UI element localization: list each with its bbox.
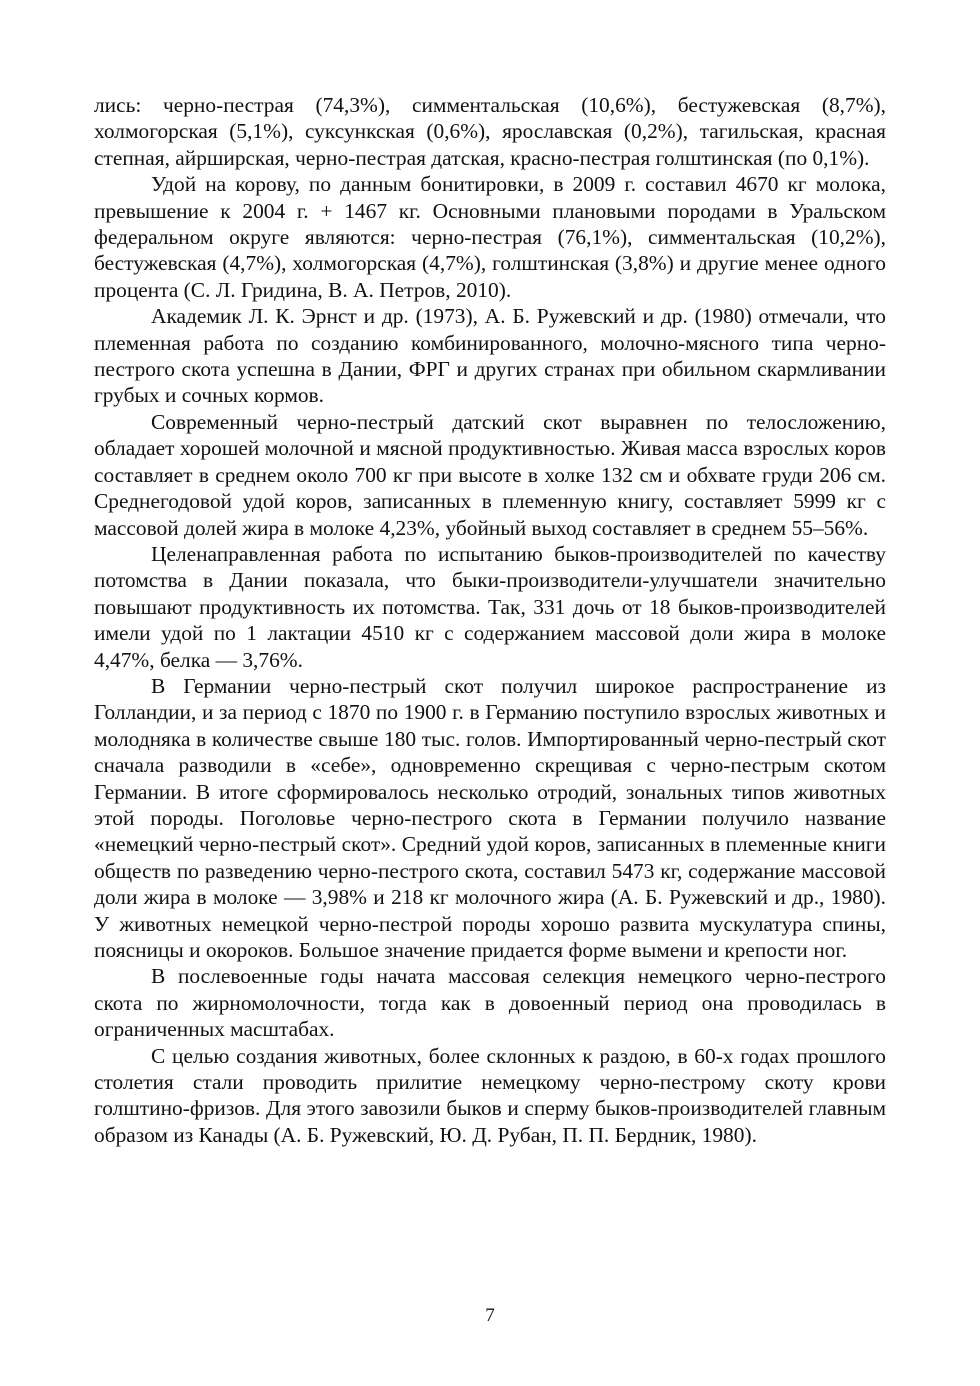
paragraph-holstein-blood: С целью создания животных, более склонных к раздою, в 60-х годах прошлого столетия стали проводить прилитие немецкому черно-пестрому скоту крови голштино-фризов. Для этого завозили быков и сперму быков-производителей главным образом из Канады (А. Б. Ружевский, Ю. Д. Рубан, П. П. Бердник, 1980). [94,1043,886,1147]
paragraph-milk-yield-ural: Удой на корову, по данным бонитировки, в 2009 г. составил 4670 кг молока, превышение к 2004 г. + 1467 кг. Основными плановыми породами в Уральском федеральном округе являются: черно-пестрая (76,1%), симментальская (10,2%), бестужевская (4,7%), холмогорская (4,7%), голштинская (3,8%) и другие менее одного процента (С. Л. Гридина, В. А. Петров, 2010). [94,172,886,302]
paragraph-continuation: лись: черно-пестрая (74,3%), симментальская (10,6%), бестужевская (8,7%), холмогорская (5,1%), суксункская (0,6%), ярославская (0,2%), тагильская, красная степная, айрширская, черно-пестрая датская, красно-пестрая голштинская (по 0,1%). [94,93,886,170]
paragraph-german-cattle: В Германии черно-пестрый скот получил широкое распространение из Голландии, и за период с 1870 по 1900 г. в Германию поступило взрослых животных и молодняка в количестве свыше 180 тыс. голов. Импортированный черно-пестрый скот сначала разводили в «себе», одновременно скрещивая с черно-пестрым скотом Германии. В итоге сформировалось несколько отродий, зональных типов животных этой породы. Поголовье черно-пестрого скота в Германии получило название «немецкий черно-пестрый скот». Средний удой коров, записанных в племенные книги обществ по разведению черно-пестрого скота, составил 5473 кг, содержание массовой доли жира в молоке — 3,98% и 218 кг молочного жира (А. Б. Ружевский и др., 1980). У животных немецкой черно-пестрой породы хорошо развита мускулатура спины, поясницы и окороков. Большое значение придается форме вымени и крепости ног. [94,673,886,962]
paragraph-bull-testing: Целенаправленная работа по испытанию быков-производителей по качеству потомства в Дании показала, что быки-производители-улучшатели значительно повышают продуктивность их потомства. Так, 331 дочь от 18 быков-производителей имели удой по 1 лактации 4510 кг с содержанием массовой доли жира в молоке 4,47%, белка — 3,76%. [94,541,886,672]
document-page [94,92,886,1148]
page-number: 7 [485,1305,495,1326]
paragraph-breeding-work: Академик Л. К. Эрнст и др. (1973), А. Б. Ружевский и др. (1980) отмечали, что племенная работа по созданию комбинированного, молочно-мясного типа черно-пестрого скота успешна в Дании, ФРГ и других странах при обильном скармливании грубых и сочных кормов. [94,304,886,408]
paragraph-danish-cattle: Современный черно-пестрый датский скот выравнен по телосложению, обладает хорошей молочной и мясной продуктивностью. Живая масса взрослых коров составляет в среднем около 700 кг при высоте в холке 132 см и обхвате груди 206 см. Среднегодовой удой коров, записанных в племенную книгу, составляет 5999 кг с массовой долей жира в молоке 4,23%, убойный выход составляет в среднем 55–56%. [94,409,886,540]
paragraph-postwar-selection: В послевоенные годы начата массовая селекция немецкого черно-пестрого скота по жирномолочности, тогда как в довоенный период она проводилась в ограниченных масштабах. [94,964,886,1042]
